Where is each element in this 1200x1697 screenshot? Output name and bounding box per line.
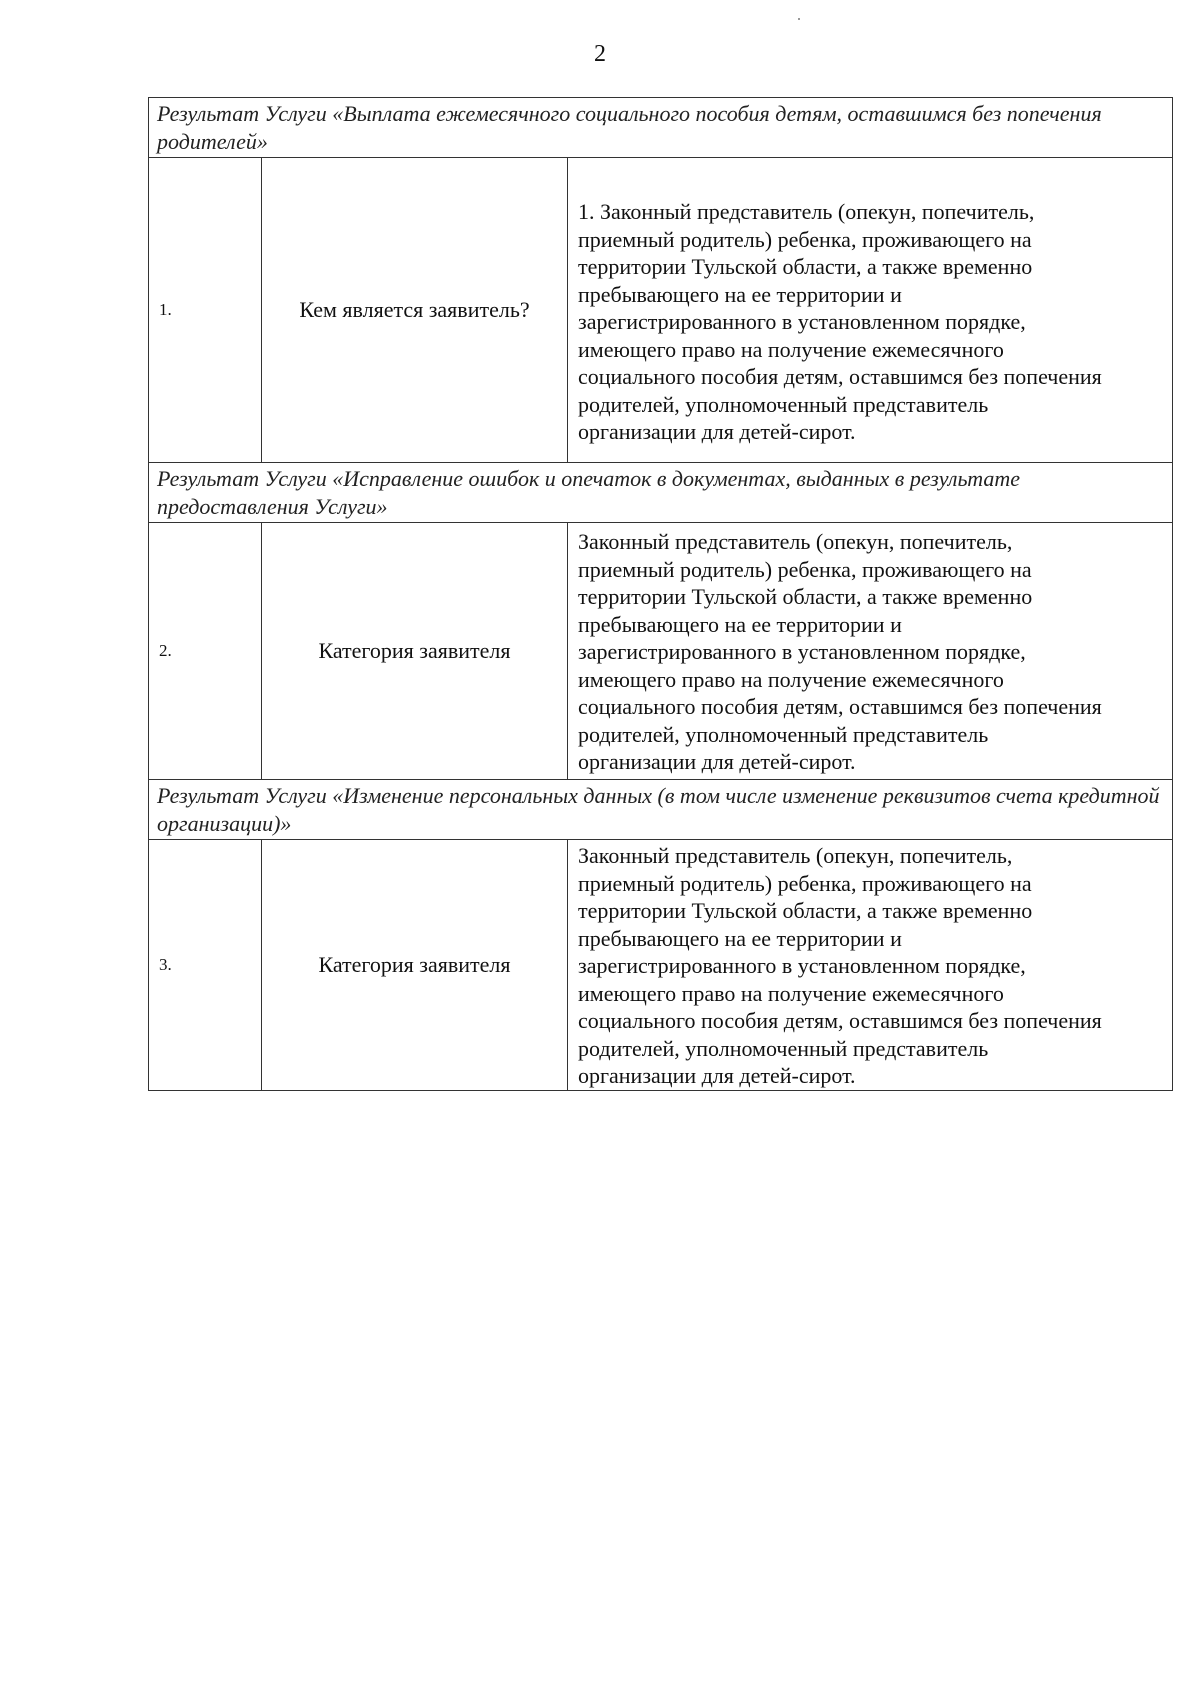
- section-title: Результат Услуги «Выплата ежемесячного социального пособия детям, оставшимся без попечения родителей»: [149, 98, 1173, 158]
- answer-line: зарегистрированного в установленном порядке,: [578, 309, 1026, 335]
- row-number: 1.: [149, 158, 262, 463]
- answer-line: Законный представитель (опекун, попечитель,: [578, 529, 1013, 555]
- answer-line: приемный родитель) ребенка, проживающего на: [578, 556, 1032, 582]
- table-row: [149, 523, 1173, 780]
- answer-line: организации для детей-сирот.: [578, 749, 856, 775]
- answer-line: социального пособия детям, оставшимся без попечения: [578, 1008, 1102, 1033]
- answer-line: пребывающего на ее территории и: [578, 925, 902, 951]
- answer-line: пребывающего на ее территории и: [578, 281, 902, 307]
- answer-line: организации для детей-сирот.: [578, 1063, 856, 1088]
- row-number: 3.: [149, 840, 262, 1091]
- answer-line: имеющего право на получение ежемесячного: [578, 336, 1004, 362]
- row-question: Категория заявителя: [262, 840, 568, 1091]
- answer-line: родителей, уполномоченный представитель: [578, 1035, 989, 1061]
- row-question: Категория заявителя: [262, 523, 568, 780]
- answer-line: социального пособия детям, оставшимся без попечения: [578, 694, 1102, 720]
- section-header-row: [149, 780, 1173, 840]
- row-number: 2.: [149, 523, 262, 780]
- section-header-row: [149, 463, 1173, 523]
- answer-line: родителей, уполномоченный представитель: [578, 721, 989, 747]
- answer-line: территории Тульской области, а также временно: [578, 584, 1033, 610]
- page-number: 2: [594, 41, 606, 67]
- scan-speck: [798, 18, 800, 20]
- answer-line: 1. Законный представитель (опекун, попечитель,: [578, 199, 1035, 225]
- row-answer: [568, 523, 1173, 780]
- applicant-category-table: [148, 97, 1173, 1091]
- table-row: [149, 840, 1173, 1091]
- answer-line: Законный представитель (опекун, попечитель,: [578, 843, 1013, 868]
- answer-line: приемный родитель) ребенка, проживающего на: [578, 870, 1032, 896]
- section-header-row: [149, 98, 1173, 158]
- answer-line: зарегистрированного в установленном порядке,: [578, 953, 1026, 978]
- row-answer: [568, 840, 1173, 1091]
- section-title: Результат Услуги «Изменение персональных данных (в том числе изменение реквизитов счета кредитной организации)»: [149, 780, 1173, 840]
- answer-line: зарегистрированного в установленном порядке,: [578, 639, 1026, 665]
- answer-line: территории Тульской области, а также временно: [578, 254, 1033, 280]
- row-question: Кем является заявитель?: [262, 158, 568, 463]
- answer-line: пребывающего на ее территории и: [578, 611, 902, 637]
- answer-line: территории Тульской области, а также временно: [578, 898, 1033, 923]
- answer-line: родителей, уполномоченный представитель: [578, 391, 989, 417]
- row-answer: [568, 158, 1173, 463]
- answer-line: имеющего право на получение ежемесячного: [578, 666, 1004, 692]
- answer-line: имеющего право на получение ежемесячного: [578, 980, 1004, 1006]
- answer-line: социального пособия детям, оставшимся без попечения: [578, 364, 1102, 390]
- answer-line: приемный родитель) ребенка, проживающего на: [578, 226, 1032, 252]
- section-title: Результат Услуги «Исправление ошибок и опечаток в документах, выданных в результате предоставления Услуги»: [149, 463, 1173, 523]
- table-row: [149, 158, 1173, 463]
- answer-line: организации для детей-сирот.: [578, 419, 856, 445]
